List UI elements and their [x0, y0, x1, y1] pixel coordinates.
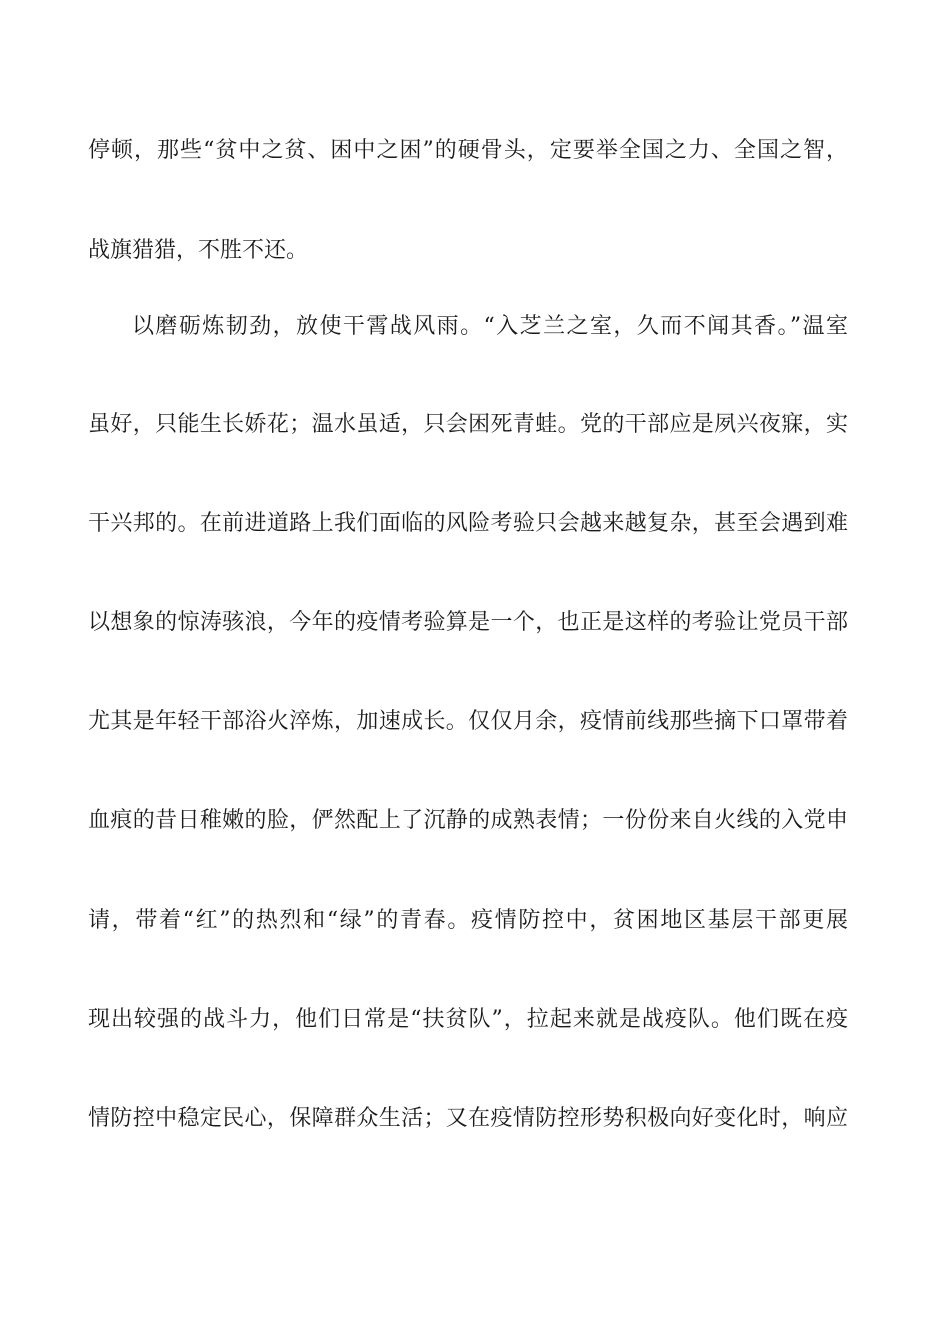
text-line-8: 血痕的昔日稚嫩的脸，俨然配上了沉静的成熟表情；一份份来自火线的入党申 — [88, 808, 848, 833]
text-line-5: 干兴邦的。在前进道路上我们面临的风险考验只会越来越复杂，甚至会遇到难 — [88, 511, 848, 536]
text-line-3: 以磨砺炼韧劲，放使干霄战风雨。“入芝兰之室，久而不闻其香。”温室 — [132, 314, 848, 339]
text-line-9: 请，带着“红”的热烈和“绿”的青春。疫情防控中，贫困地区基层干部更展 — [88, 908, 848, 933]
text-line-7: 尤其是年轻干部浴火淬炼，加速成长。仅仅月余，疫情前线那些摘下口罩带着 — [88, 709, 848, 734]
text-line-6: 以想象的惊涛骇浪，今年的疫情考验算是一个，也正是这样的考验让党员干部 — [88, 610, 848, 635]
text-line-10: 现出较强的战斗力，他们日常是“扶贫队”，拉起来就是战疫队。他们既在疫 — [88, 1007, 848, 1032]
text-line-2: 战旗猎猎，不胜不还。 — [88, 238, 309, 263]
text-line-11: 情防控中稳定民心，保障群众生活；又在疫情防控形势积极向好变化时，响应 — [88, 1106, 848, 1131]
text-line-1: 停顿，那些“贫中之贫、困中之困”的硬骨头，定要举全国之力、全国之智， — [88, 138, 848, 163]
text-line-4: 虽好，只能生长娇花；温水虽适，只会困死青蛙。党的干部应是夙兴夜寐，实 — [88, 412, 848, 437]
